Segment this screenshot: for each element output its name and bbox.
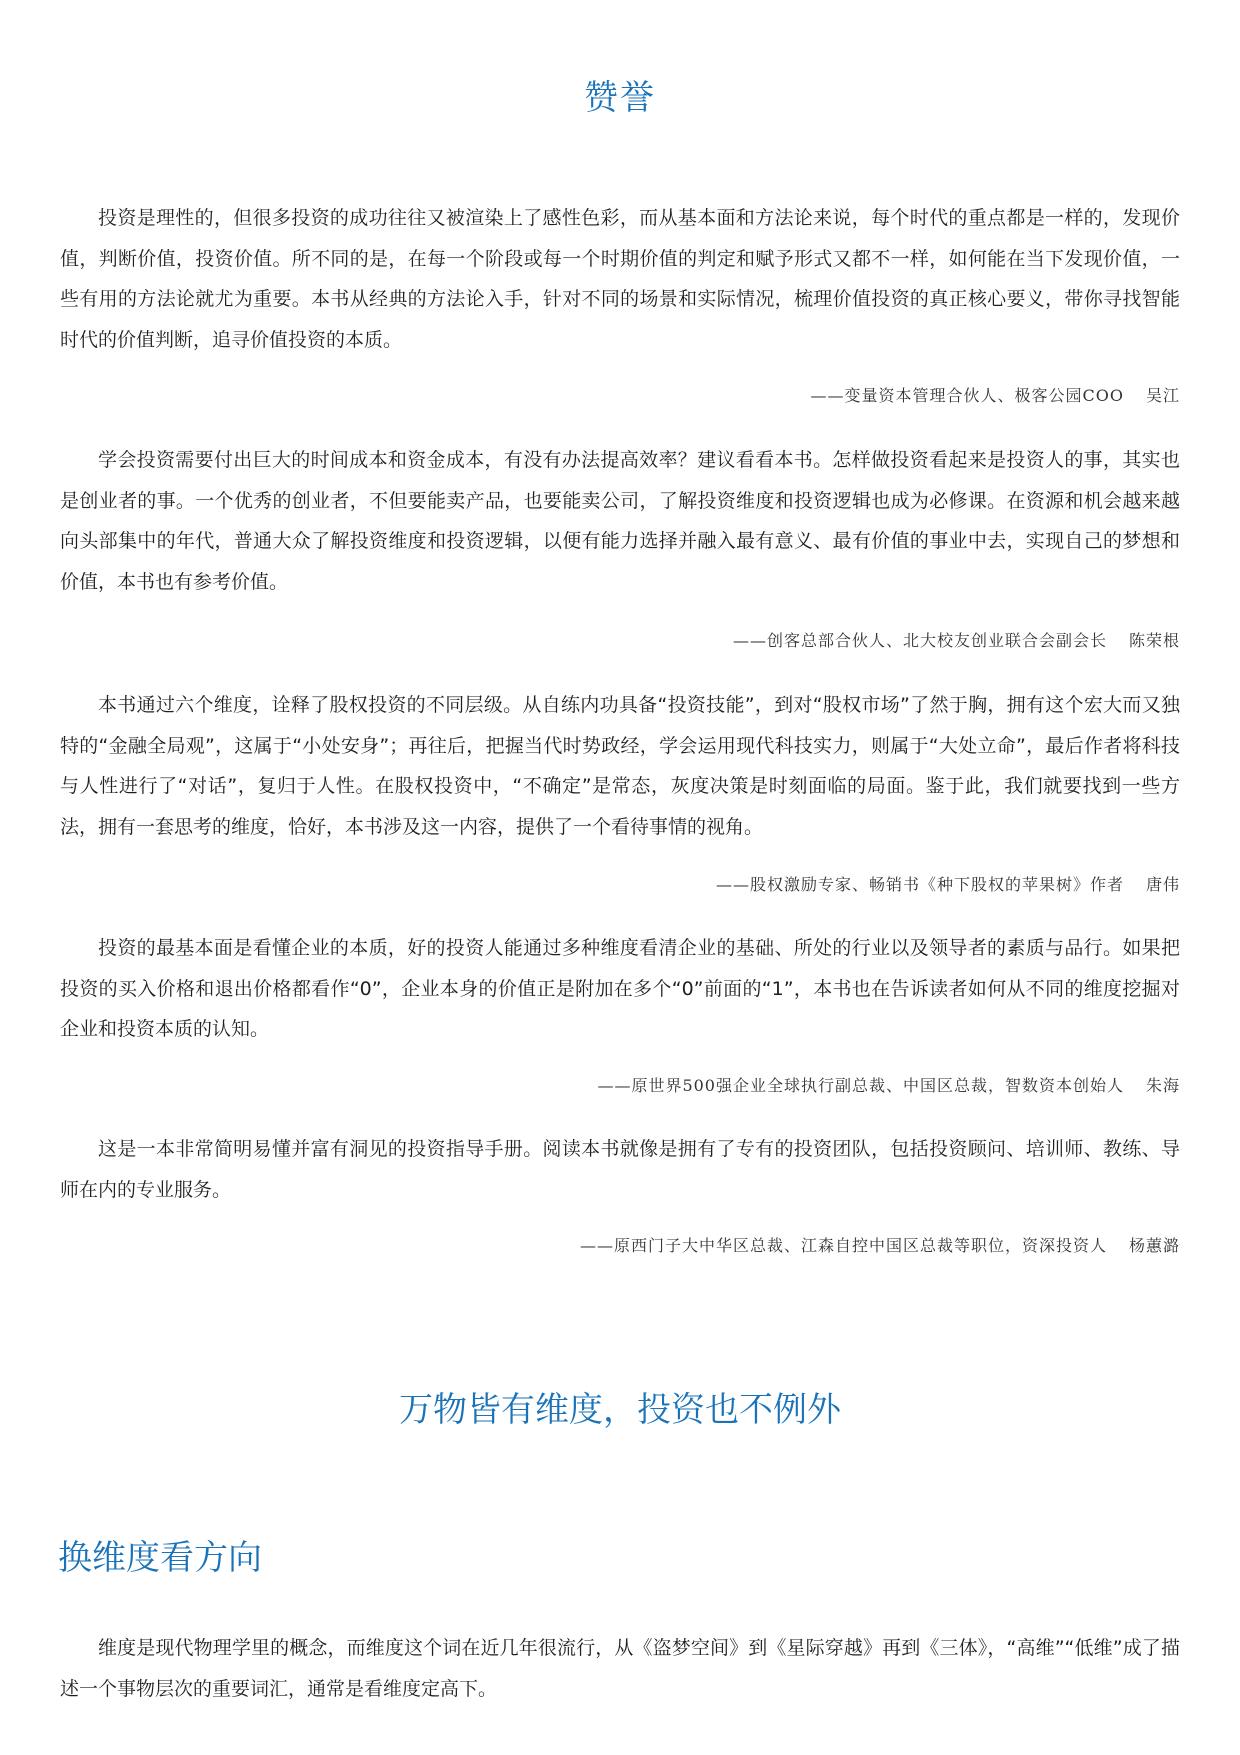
attribution-title: ——变量资本管理合伙人、极客公园COO <box>810 386 1124 405</box>
chapter-title: 万物皆有维度，投资也不例外 <box>399 1390 841 1430</box>
body-paragraph: 维度是现代物理学里的概念，而维度这个词在近几年很流行，从《盗梦空间》到《星际穿越》再到《三体》，“高维”“低维”成了描述一个事物层次的重要词汇，通常是看维度定高下。 <box>60 1637 1180 1700</box>
testimonial-text: 本书通过六个维度，诠释了股权投资的不同层级。从自练内功具备“投资技能”，到对“股权市场”了然于胸，拥有这个宏大而又独特的“金融全局观”，这属于“小处安身”；再往后，把握当代时势政经，学会运用现代科技实力，则属于“大处立命”，最后作者将科技与人性进行了“对话”，复归于人性。在股权投资中，“不确定”是常态，灰度决策是时刻面临的局面。鉴于此，我们就要找到一些方法，拥有一套思考的维度，恰好，本书涉及这一内容，提供了一个看待事情的视角。 <box>60 694 1180 838</box>
testimonial-text: 学会投资需要付出巨大的时间成本和资金成本，有没有办法提高效率？建议看看本书。怎样做投资看起来是投资人的事，其实也是创业者的事。一个优秀的创业者，不但要能卖产品，也要能卖公司，了解投资维度和投资逻辑也成为必修课。在资源和机会越来越向头部集中的年代，普通大众了解投资维度和投资逻辑，以便有能力选择并融入最有意义、最有价值的事业中去，实现自己的梦想和价值，本书也有参考价值。 <box>60 449 1180 593</box>
attribution-title: ——原世界500强企业全球执行副总裁、中国区总裁，智数资本创始人 <box>597 1076 1124 1095</box>
testimonial-attribution <box>597 1073 1180 1096</box>
testimonial-attribution <box>580 1233 1180 1256</box>
testimonial-text: 投资是理性的，但很多投资的成功往往又被渲染上了感性色彩，而从基本面和方法论来说，每个时代的重点都是一样的，发现价值，判断价值，投资价值。所不同的是，在每一个阶段或每一个时期价值的判定和赋予形式又都不一样，如何能在当下发现价值，一些有用的方法论就尤为重要。本书从经典的方法论入手，针对不同的场景和实际情况，梳理价值投资的真正核心要义，带你寻找智能时代的价值判断，追寻价值投资的本质。 <box>60 207 1180 351</box>
testimonial-text: 投资的最基本面是看懂企业的本质，好的投资人能通过多种维度看清企业的基础、所处的行业以及领导者的素质与品行。如果把投资的买入价格和退出价格都看作“0”，企业本身的价值正是附加在多个“0”前面的“1”，本书也在告诉读者如何从不同的维度挖掘对企业和投资本质的认知。 <box>60 937 1180 1040</box>
testimonial-text: 这是一本非常简明易懂并富有洞见的投资指导手册。阅读本书就像是拥有了专有的投资团队，包括投资顾问、培训师、教练、导师在内的专业服务。 <box>60 1138 1180 1201</box>
attribution-name: 朱海 <box>1145 1076 1180 1095</box>
testimonial-attribution <box>811 383 1181 406</box>
attribution-title: ——股权激励专家、畅销书《种下股权的苹果树》作者 <box>715 875 1124 894</box>
praise-title: 赞誉 <box>584 78 656 118</box>
attribution-name: 唐伟 <box>1145 875 1180 894</box>
section-subtitle: 换维度看方向 <box>58 1538 262 1578</box>
attribution-name: 吴江 <box>1145 386 1180 405</box>
attribution-name: 陈荣根 <box>1128 631 1180 650</box>
attribution-name: 杨蕙潞 <box>1128 1236 1180 1255</box>
attribution-title: ——创客总部合伙人、北大校友创业联合会副会长 <box>732 631 1107 650</box>
testimonial-attribution <box>733 628 1180 651</box>
testimonial-attribution <box>716 872 1180 895</box>
attribution-title: ——原西门子大中华区总裁、江森自控中国区总裁等职位，资深投资人 <box>579 1236 1107 1255</box>
